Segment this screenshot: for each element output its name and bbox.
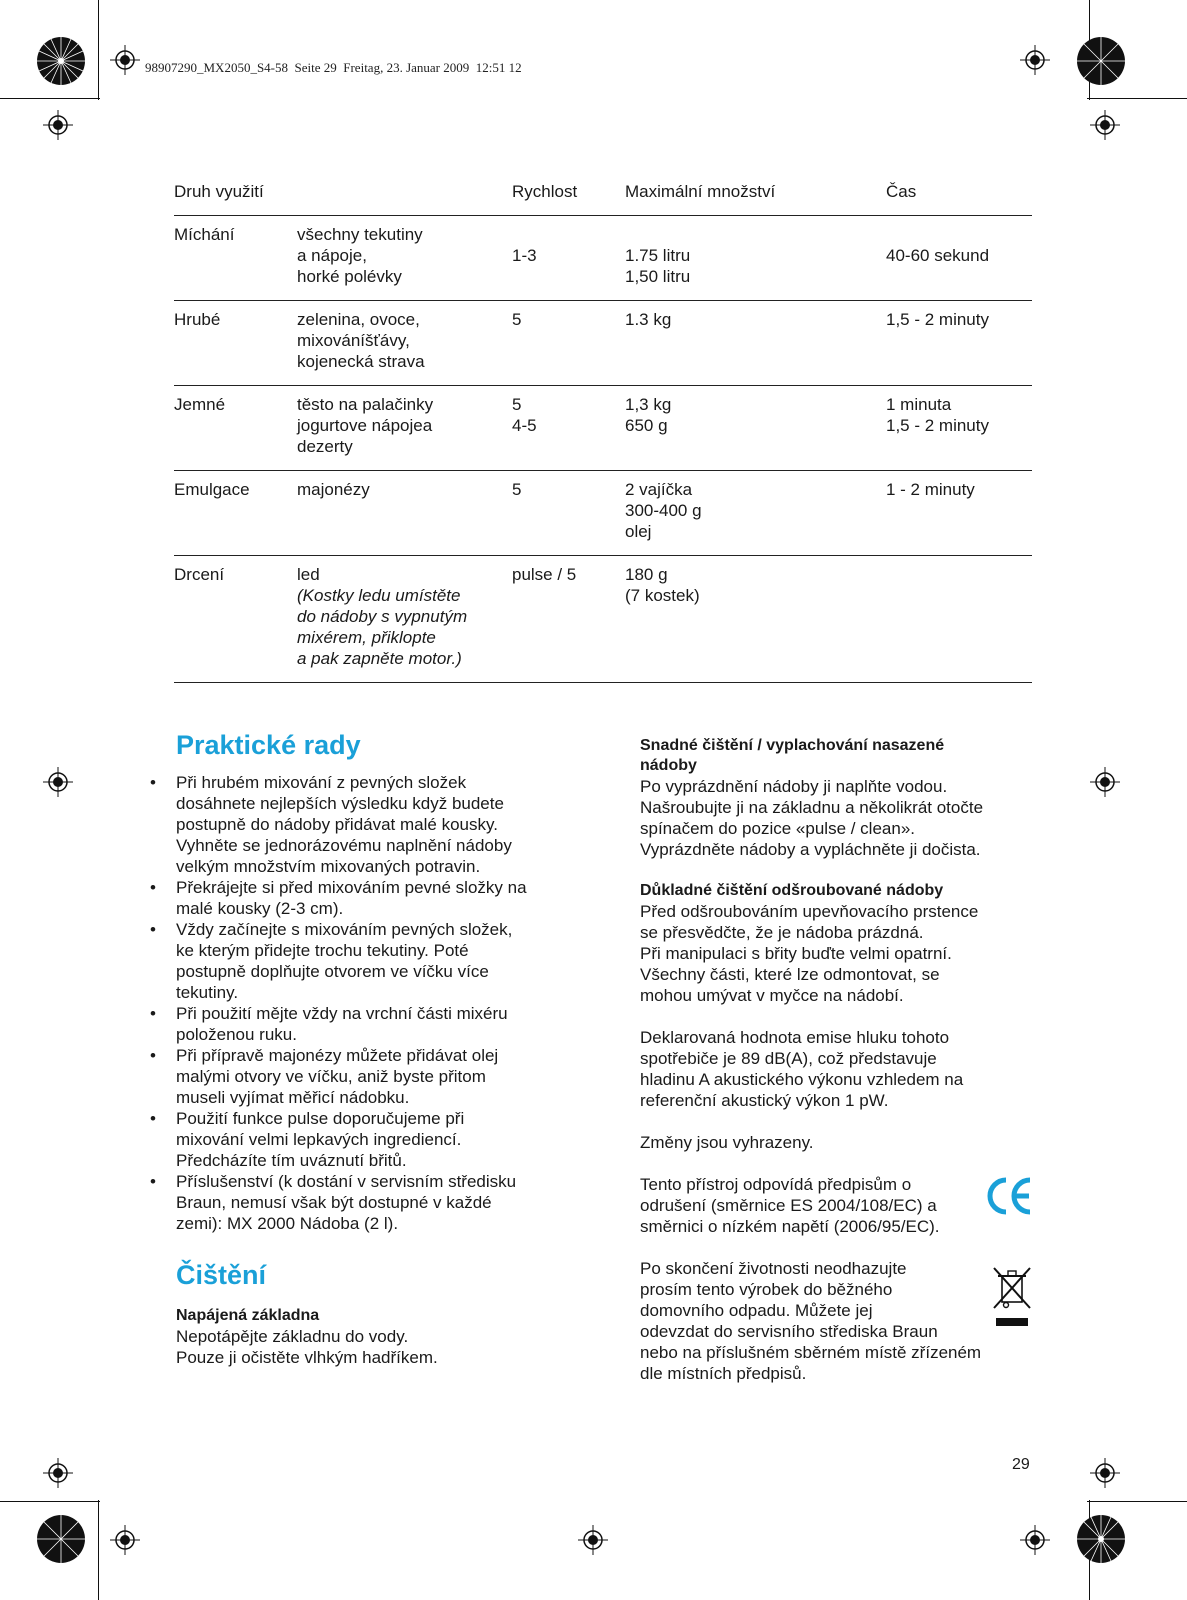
table-cell-time: 40-60 sekund bbox=[886, 246, 990, 265]
easy-clean-text: Po vyprázdnění nádoby ji naplňte vodou. Našroubujte ji na základnu a několikrát otočte spínačem do pozice «pulse / clean». Vyprázdněte nádoby a vypláchněte ji dočista. bbox=[640, 777, 984, 859]
table-header-row bbox=[174, 178, 1032, 216]
table-cell-note: (Kostky ledu umístěte do nádoby s vypnutým mixérem, přiklopte a pak zapněte motor.) bbox=[297, 586, 468, 668]
list-item: • Při hrubém mixování z pevných složek dosáhnete nejlepších výsledku když budete postupně do nádoby přidávat malé kousky. Vyhněte se jednorázovému naplnění nádoby velkým množstvím mixovaných potravin. bbox=[150, 772, 570, 877]
table-cell-use: Míchání bbox=[174, 225, 235, 244]
registration-mark-icon bbox=[1090, 767, 1120, 797]
registration-mark-icon bbox=[1020, 45, 1050, 75]
crop-star-icon bbox=[1076, 36, 1126, 86]
table-cell-time: 1,5 - 2 minuty bbox=[886, 310, 989, 329]
changes-text: Změny jsou vyhrazeny. bbox=[640, 1133, 814, 1152]
easy-clean-subhead: Snadné čištění / vyplachování nasazené nádoby bbox=[640, 737, 945, 774]
crop-mark bbox=[1087, 1501, 1187, 1502]
base-subhead: Napájená základna bbox=[176, 1307, 320, 1324]
table-cell-speed: pulse / 5 bbox=[512, 565, 577, 584]
practical-list bbox=[150, 772, 570, 1234]
table-cell-items: zelenina, ovoce, mixováníšťávy, kojenecká strava bbox=[297, 310, 425, 371]
table-cell-use: Drcení bbox=[174, 565, 225, 584]
registration-mark-icon bbox=[1090, 110, 1120, 140]
table-cell-speed: 5 bbox=[512, 480, 522, 499]
table-cell-amount: 1.75 litru 1,50 litru bbox=[625, 246, 691, 286]
table-cell-items: všechny tekutiny a nápoje, horké polévky bbox=[297, 225, 423, 286]
crop-mark bbox=[0, 98, 100, 99]
table-cell-time: 1 - 2 minuty bbox=[886, 480, 975, 499]
practical-heading: Praktické rady bbox=[176, 730, 361, 760]
print-header: 98907290_MX2050_S4-58 Seite 29 Freitag, 23. Januar 2009 12:51 12 bbox=[145, 60, 522, 75]
table-row bbox=[174, 471, 1032, 556]
table-cell-amount: 2 vajíčka 300-400 g olej bbox=[625, 480, 702, 541]
registration-mark-icon bbox=[1020, 1525, 1050, 1555]
table-cell-use: Hrubé bbox=[174, 310, 221, 329]
table-cell-time bbox=[886, 564, 1032, 682]
crop-mark bbox=[0, 1501, 100, 1502]
crop-star-icon bbox=[36, 36, 86, 86]
table-cell-speed: 5 4-5 bbox=[512, 395, 537, 435]
right-column bbox=[640, 736, 1040, 1384]
table-cell-items: těsto na palačinky jogurtove nápojea dezerty bbox=[297, 395, 434, 456]
crop-mark bbox=[98, 1500, 99, 1600]
table-header-cell: Maximální množství bbox=[625, 182, 776, 201]
table-header-cell: Čas bbox=[886, 182, 917, 201]
thorough-clean-text: Před odšroubováním upevňovacího prstence se přesvědčte, že je nádoba prázdná. Při manipulaci s břity buďte velmi opatrní. Všechny části, které lze odmontovat, se mohou umývat v myčce na nádobí. bbox=[640, 902, 979, 1005]
crop-star-icon bbox=[1076, 1514, 1126, 1564]
list-item: • Použití funkce pulse doporučujeme při mixování velmi lepkavých ingrediencí. Předcházíte tím uváznutí břitů. bbox=[150, 1108, 570, 1171]
registration-mark-icon bbox=[43, 767, 73, 797]
ce-text: Tento přístroj odpovídá předpisům o odrušení (směrnice ES 2004/108/EC) a směrnici o nízkém napětí (2006/95/EC). bbox=[640, 1175, 940, 1236]
registration-mark-icon bbox=[43, 1458, 73, 1488]
registration-mark-icon bbox=[43, 110, 73, 140]
base-text: Nepotápějte základnu do vody. Pouze ji očistěte vlhkým hadříkem. bbox=[176, 1327, 438, 1367]
ce-mark-icon bbox=[985, 1174, 1033, 1218]
disposal-text: Po skončení životnosti neodhazujte prosím tento výrobek do běžného domovního odpadu. Můžete jej odevzdat do servisního střediska Braun nebo na příslušném sběrném místě zřízeném dle místních předpisů. bbox=[640, 1259, 982, 1383]
table-cell-items: led bbox=[297, 565, 320, 584]
table-row bbox=[174, 216, 1032, 301]
table-header-cell: Druh využití bbox=[174, 182, 264, 201]
table-cell-amount: 180 g (7 kostek) bbox=[625, 565, 700, 605]
table-cell-amount: 1,3 kg 650 g bbox=[625, 395, 672, 435]
registration-mark-icon bbox=[110, 45, 140, 75]
weee-bin-icon bbox=[992, 1266, 1032, 1332]
table-cell-amount: 1.3 kg bbox=[625, 310, 672, 329]
table-cell-speed: 1-3 bbox=[512, 246, 537, 265]
noise-text: Deklarovaná hodnota emise hluku tohoto spotřebiče je 89 dB(A), což představuje hladinu A akustického výkonu vzhledem na referenční akustický výkon 1 pW. bbox=[640, 1028, 964, 1110]
registration-mark-icon bbox=[578, 1525, 608, 1555]
table-cell-speed: 5 bbox=[512, 310, 522, 329]
page-number: 29 bbox=[1012, 1456, 1030, 1473]
crop-mark bbox=[1087, 98, 1187, 99]
list-item: • Při použití mějte vždy na vrchní části mixéru položenou ruku. bbox=[150, 1003, 570, 1045]
left-column bbox=[150, 728, 570, 1368]
table-cell-use: Jemné bbox=[174, 395, 226, 414]
disposal-block bbox=[640, 1258, 1040, 1384]
crop-mark bbox=[98, 0, 99, 100]
crop-star-icon bbox=[36, 1514, 86, 1564]
list-item: • Překrájejte si před mixováním pevné složky na malé kousky (2-3 cm). bbox=[150, 877, 570, 919]
table-header-cell: Rychlost bbox=[512, 182, 578, 201]
list-item: • Příslušenství (k dostání v servisním středisku Braun, nemusí však být dostupné v každé zemi): MX 2000 Nádoba (2 l). bbox=[150, 1171, 570, 1234]
table-row bbox=[174, 301, 1032, 386]
table-cell-items-group bbox=[297, 564, 512, 682]
table-row bbox=[174, 556, 1032, 683]
table-cell-items: majonézy bbox=[297, 480, 370, 499]
table-cell-use: Emulgace bbox=[174, 480, 250, 499]
list-item: • Při přípravě majonézy můžete přidávat olej malými otvory ve víčku, aniž byste přitom museli vyjímat měřicí nádobku. bbox=[150, 1045, 570, 1108]
ce-block bbox=[640, 1174, 1040, 1237]
usage-table bbox=[174, 178, 1032, 683]
thorough-clean-subhead: Důkladné čištění odšroubované nádoby bbox=[640, 882, 944, 899]
registration-mark-icon bbox=[1090, 1458, 1120, 1488]
list-item: • Vždy začínejte s mixováním pevných složek, ke kterým přidejte trochu tekutiny. Poté postupně doplňujte otvorem ve víčku více tekutiny. bbox=[150, 919, 570, 1003]
registration-mark-icon bbox=[110, 1525, 140, 1555]
cleaning-heading: Čištění bbox=[176, 1260, 267, 1290]
table-row bbox=[174, 386, 1032, 471]
table-cell-time: 1 minuta 1,5 - 2 minuty bbox=[886, 395, 989, 435]
